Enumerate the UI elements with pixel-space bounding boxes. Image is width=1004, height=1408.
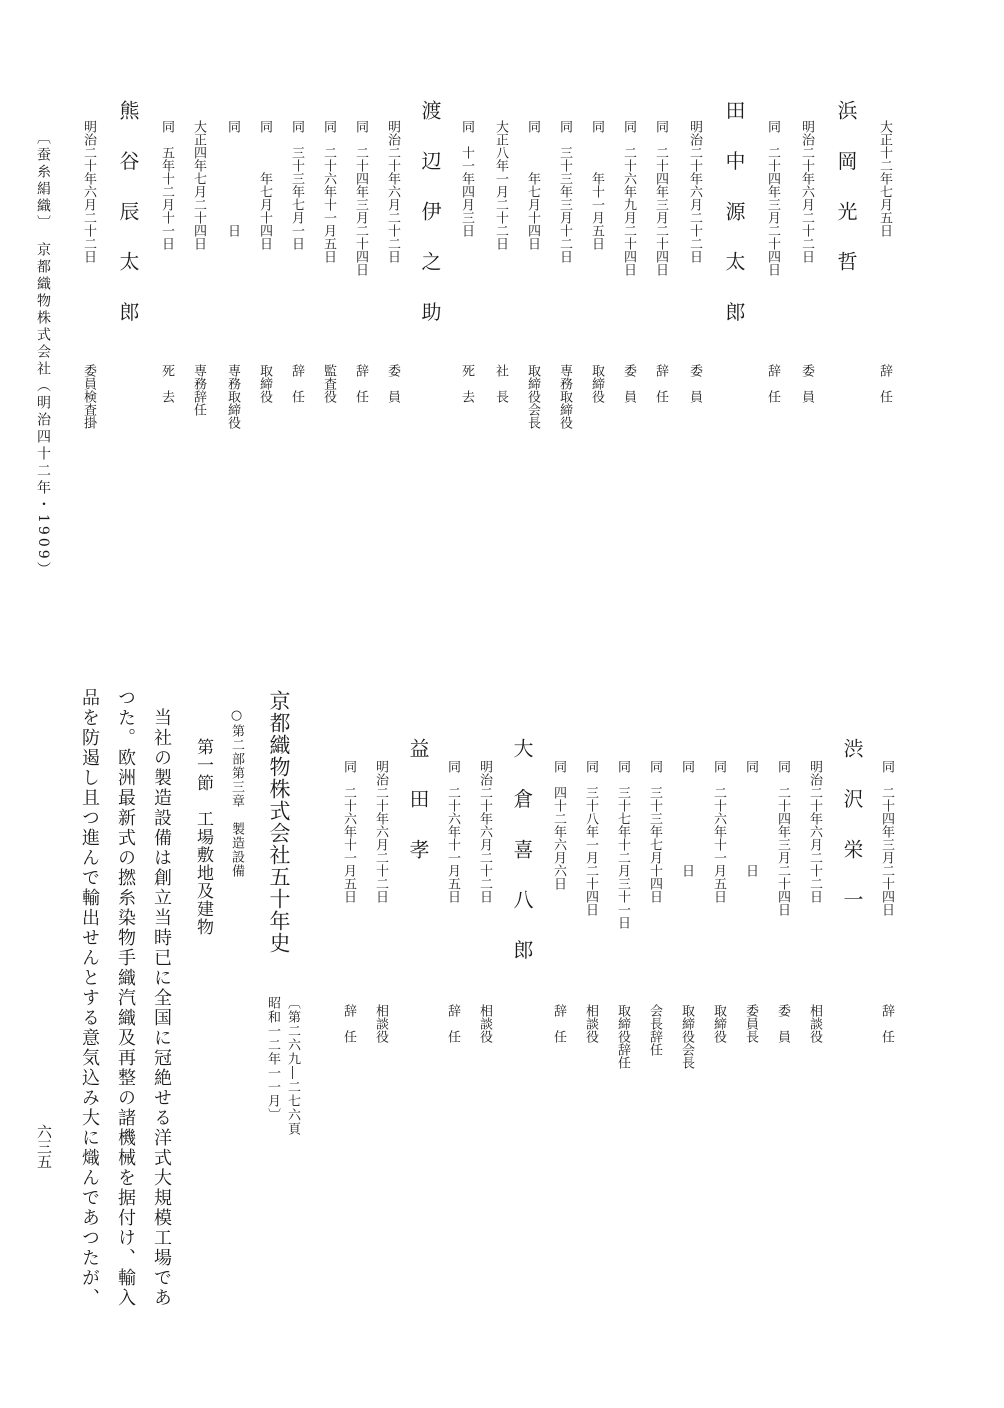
section-heading: 第一節 工場敷地及建物 [193,738,213,936]
entry [373,760,388,1043]
entry-date: 同 日 [225,120,240,237]
entry-role: 委 員 [621,364,636,403]
entry-role: 取締役会長 [679,1004,694,1069]
entry-role: 委員長 [743,1004,758,1043]
chapter-heading: ○第二部第三章 製造設備 [229,708,244,878]
entry-role: 相談役 [477,1004,492,1043]
entry [477,760,492,1043]
entry-date: 同 二十六年十一月五日 [321,120,336,263]
entry [583,760,598,1043]
entry-date: 大正十二年七月五日 [877,120,892,237]
entry [289,120,304,403]
entry-date: 同 二十六年十一月五日 [445,760,460,903]
entry-role: 取締役会長 [525,364,540,429]
entry-date: 同 十一年四月三日 [459,120,474,237]
entry-date: 同 三十七年十二月三十一日 [615,760,630,929]
person-name: 浜 岡 光 哲 [834,100,858,284]
entry-date: 明治二十年六月二十二日 [477,760,492,903]
entry-role: 専務取締役 [557,364,572,429]
entry-role: 死 去 [459,364,474,403]
entry-role: 辞 任 [551,1004,566,1043]
entry [341,760,356,1043]
entry [653,120,668,403]
person-name: 大 倉 喜 八 郎 [510,738,534,972]
entry [493,120,508,403]
book-title: 京都織物株式会社五十年史 [267,690,291,954]
entry-date: 同 二十四年三月二十四日 [353,120,368,276]
entry-role: 専務辞任 [191,364,206,416]
paragraph-line: 品を防遏し且つ進んで輸出せんとする意気込み大に熾んであつたが、 [79,688,100,1308]
paragraph-line: 当社の製造設備は創立当時已に全国に冠絶せる洋式大規模工場であ [151,708,172,1308]
entry-date: 同 二十六年九月二十四日 [621,120,636,276]
entry [807,760,822,1043]
entry [647,760,662,1056]
person-name: 渡 辺 伊 之 助 [418,100,442,334]
entry [445,760,460,1043]
entry-role: 取締役 [257,364,272,403]
entry-role: 委 員 [385,364,400,403]
entry [551,760,566,1043]
entry-date: 同 三十八年一月二十四日 [583,760,598,916]
entry-role: 監査役 [321,364,336,403]
entry-role: 死 去 [159,364,174,403]
entry [225,120,240,429]
entry [81,120,96,429]
entry-date: 明治二十年六月二十二日 [807,760,822,903]
entry-role: 委員検査掛 [81,364,96,429]
entry-date: 大正八年一月二十二日 [493,120,508,250]
entry [879,760,894,1043]
entry [353,120,368,403]
entry-date: 明治二十年六月二十二日 [81,120,96,263]
entry-role: 辞 任 [353,364,368,403]
entry-date: 同 年七月十四日 [525,120,540,250]
entry-date: 同 年十一月五日 [589,120,604,250]
entry [775,760,790,1043]
person-name: 熊 谷 辰 太 郎 [116,100,140,334]
book-pages: 〔第二六九―二七六頁 [285,996,300,1136]
entry-role: 相談役 [373,1004,388,1043]
entry-role: 辞 任 [341,1004,356,1043]
book-date: 昭和一二年一一月〕 [265,996,280,1122]
entry-role: 相談役 [583,1004,598,1043]
entry [615,760,630,1069]
entry-date: 同 日 [679,760,694,877]
entry-role: 辞 任 [289,364,304,403]
entry-date: 同 五年十二月十一日 [159,120,174,250]
entry [878,120,891,560]
entry-role: 辞 任 [653,364,668,403]
entry-role: 辞 任 [877,364,892,403]
entry-role: 取締役 [589,364,604,403]
entry-role: 相談役 [807,1004,822,1043]
page-number: 六三五 [35,1124,53,1169]
entry-date: 明治二十年六月二十二日 [799,120,814,263]
entry-role: 社 長 [493,364,508,403]
entry [679,760,694,1069]
entry [743,760,758,1043]
entry [321,120,336,403]
entry-date: 同 二十四年三月二十四日 [653,120,668,276]
entry-date: 同 二十六年十一月五日 [711,760,726,903]
entry [159,120,174,403]
source-citation: 〔蚕糸絹織〕 京都織物株式会社（明治四十二年・1909） [35,130,51,579]
entry-date: 明治二十年六月二十二日 [385,120,400,263]
entry [589,120,604,403]
paragraph-line: つた。欧洲最新式の撚糸染物手織汽織及再整の諸機械を据付け、輸入 [115,688,136,1308]
entry [459,120,474,403]
entry [765,120,780,403]
entry-date: 同 三十三年七月一日 [289,120,304,250]
entry-date: 明治二十年六月二十二日 [373,760,388,903]
entry-role: 取締役辞任 [615,1004,630,1069]
entry [557,120,572,429]
entry-role: 専務取締役 [225,364,240,429]
entry-date: 同 二十四年三月二十四日 [765,120,780,276]
person-name: 田 中 源 太 郎 [722,100,746,334]
entry-role: 取締役 [711,1004,726,1043]
entry-date: 同 二十四年三月二十四日 [775,760,790,916]
entry [711,760,726,1043]
entry-date: 同 二十四年三月二十四日 [879,760,894,916]
person-name: 益 田 孝 [406,738,430,871]
person-name: 渋 沢 栄 一 [840,738,864,922]
entry-date: 同 二十六年十一月五日 [341,760,356,903]
entry-role: 辞 任 [765,364,780,403]
entry-date: 同 三十三年七月十四日 [647,760,662,903]
entry [687,120,702,403]
entry-date: 明治二十年六月二十二日 [687,120,702,263]
entry-role: 辞 任 [445,1004,460,1043]
entry-date: 同 三十三年三月十二日 [557,120,572,263]
entry [799,120,814,403]
entry-role: 会長辞任 [647,1004,662,1056]
entry-date: 同 四十二年六月六日 [551,760,566,890]
entry [621,120,636,403]
entry-role: 辞 任 [879,1004,894,1043]
entry-role: 委 員 [775,1004,790,1043]
entry-role: 委 員 [687,364,702,403]
entry-date: 大正四年七月二十四日 [191,120,206,250]
entry-date: 同 日 [743,760,758,877]
entry [191,120,206,416]
entry [525,120,540,429]
entry-role: 委 員 [799,364,814,403]
entry [385,120,400,403]
entry-date: 同 年七月十四日 [257,120,272,250]
entry [257,120,272,403]
